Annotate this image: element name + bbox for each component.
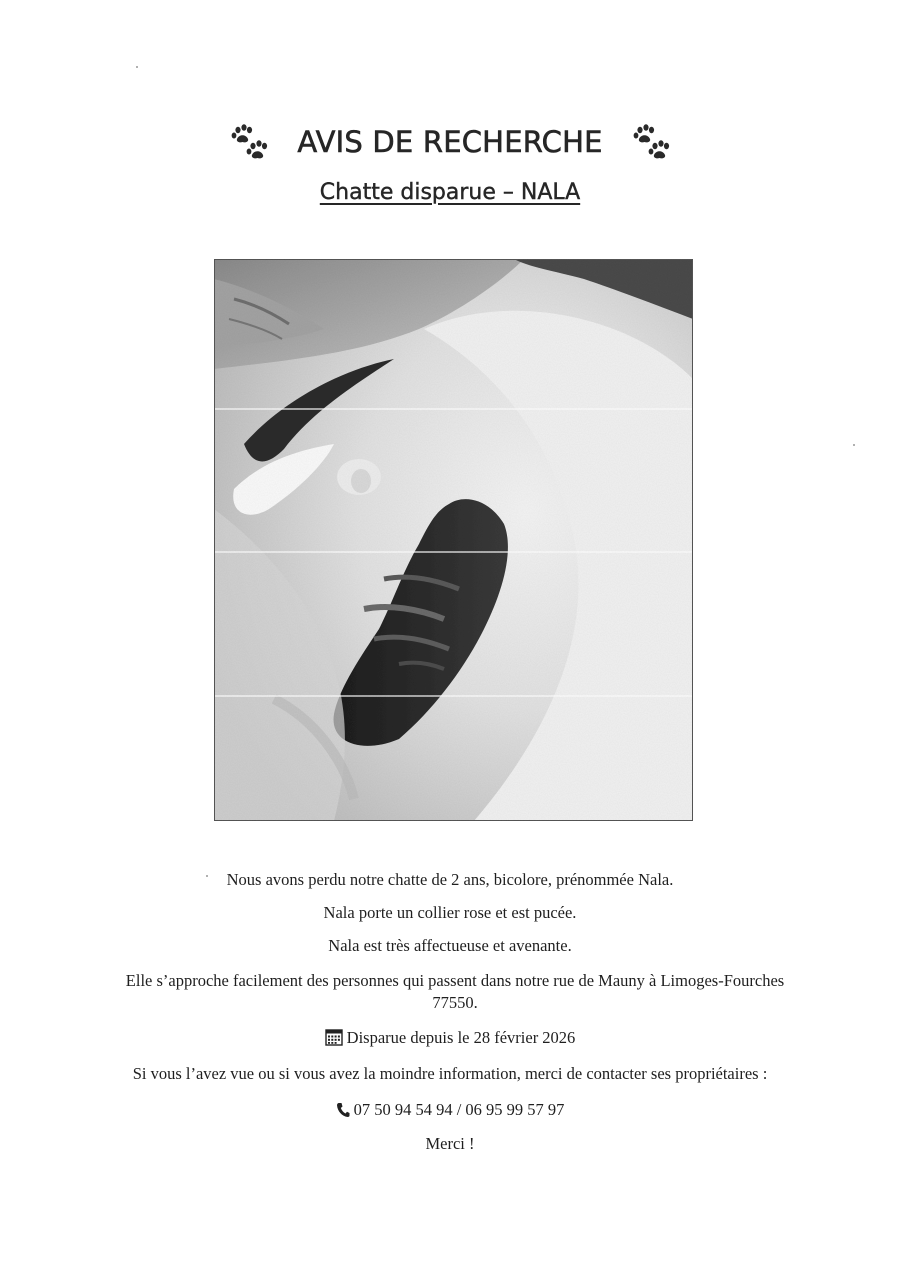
scan-speck bbox=[853, 444, 855, 446]
missing-date-text: Disparue depuis le 28 février 2026 bbox=[346, 1028, 576, 1047]
page-title: AVIS DE RECHERCHE bbox=[297, 125, 603, 159]
calendar-icon bbox=[325, 1028, 343, 1046]
phone-numbers: 07 50 94 54 94 / 06 95 99 57 97 bbox=[353, 1100, 565, 1119]
phone-icon bbox=[336, 1102, 350, 1118]
description-temperament: Nala est très affectueuse et avenante. bbox=[328, 936, 572, 955]
description-age: Nous avons perdu notre chatte de 2 ans, bicolore, prénommée Nala. bbox=[226, 870, 674, 889]
description-location: Elle s’approche facilement des personnes qui passent dans notre rue de Mauny à Limoges-Fourches 77550. bbox=[125, 971, 785, 1012]
page-subtitle bbox=[0, 180, 900, 205]
description-collar: Nala porte un collier rose et est pucée. bbox=[323, 903, 577, 922]
missing-date bbox=[0, 1027, 900, 1049]
contact-phones bbox=[0, 1099, 900, 1121]
subtitle-text: Chatte disparue – NALA bbox=[319, 180, 581, 205]
paw-print-icon bbox=[229, 122, 269, 162]
poster-header bbox=[0, 118, 900, 166]
scan-speck bbox=[136, 66, 138, 68]
contact-request: Si vous l’avez vue ou si vous avez la moindre information, merci de contacter ses propriétaires : bbox=[132, 1064, 768, 1083]
scan-speck bbox=[206, 875, 208, 877]
paw-print-icon bbox=[631, 122, 671, 162]
cat-photo bbox=[214, 259, 693, 821]
thanks-text: Merci ! bbox=[425, 1134, 475, 1153]
